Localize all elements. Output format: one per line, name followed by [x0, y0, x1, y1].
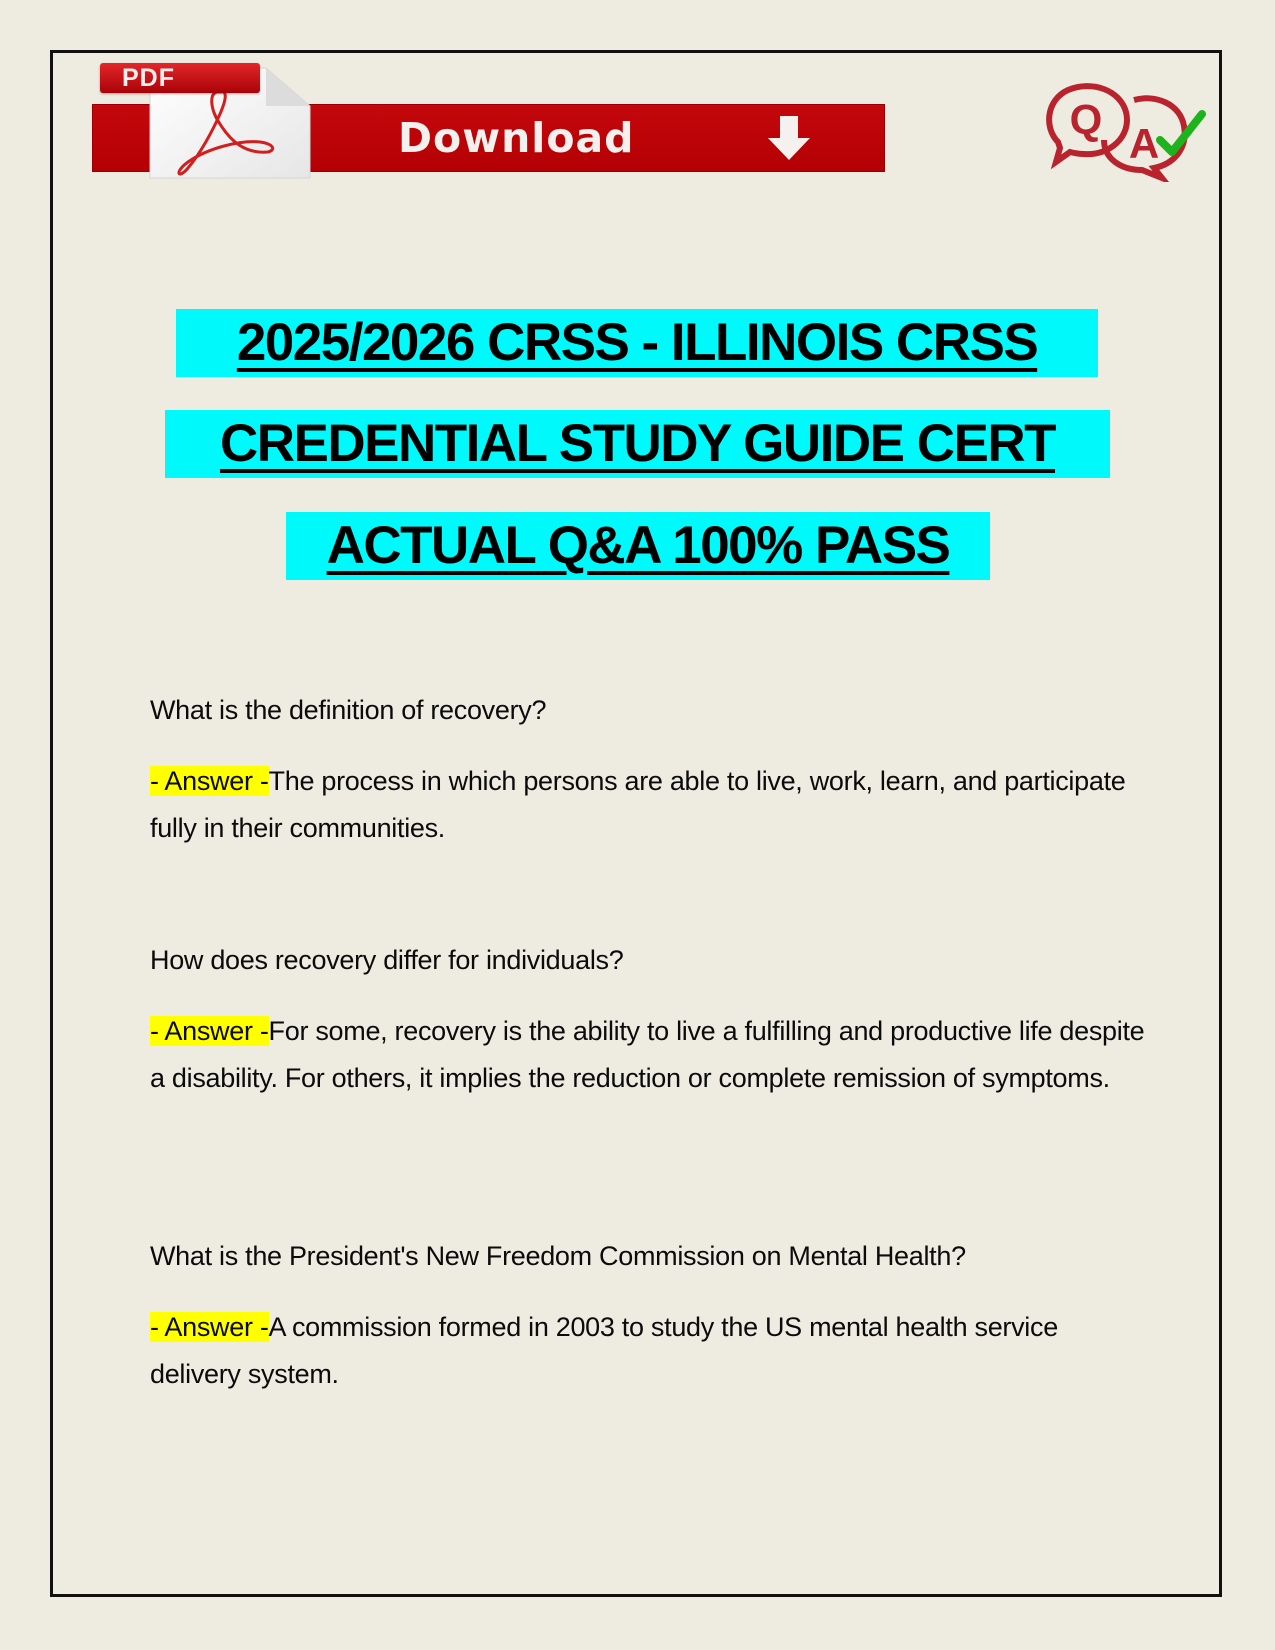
answer-paragraph [150, 1008, 1150, 1102]
svg-text:Q: Q [1069, 96, 1103, 143]
answer-tag: - Answer - [150, 1312, 269, 1342]
qa-item [150, 940, 1150, 1102]
question-text: What is the definition of recovery? [150, 695, 547, 725]
qa-item [150, 1236, 1150, 1398]
answer-text: The process in which persons are able to live, work, learn, and participate fully in their communities. [150, 766, 1126, 843]
svg-text:A: A [1128, 120, 1160, 167]
question-text: What is the President's New Freedom Commission on Mental Health? [150, 1241, 966, 1271]
question-text: How does recovery differ for individuals? [150, 945, 624, 975]
pdf-tab-label: PDF [122, 64, 175, 92]
answer-tag: - Answer - [150, 1016, 269, 1046]
answer-text: For some, recovery is the ability to live a fulfilling and productive life despite a disability. For others, it implies the reduction or complete remission of symptoms. [150, 1016, 1145, 1093]
document-title-line-2: CREDENTIAL STUDY GUIDE CERT [165, 410, 1110, 478]
answer-paragraph [150, 758, 1150, 852]
arrow-down-icon[interactable] [764, 114, 814, 164]
qa-item [150, 690, 1150, 852]
answer-tag: - Answer - [150, 766, 269, 796]
document-title-line-3: ACTUAL Q&A 100% PASS [286, 512, 990, 580]
answer-text: A commission formed in 2003 to study the US mental health service delivery system. [150, 1312, 1058, 1389]
qa-speech-bubbles-check-icon [1038, 78, 1208, 182]
answer-paragraph [150, 1304, 1150, 1398]
document-title-line-1: 2025/2026 CRSS - ILLINOIS CRSS [176, 309, 1098, 377]
download-label[interactable]: Download [398, 114, 635, 162]
